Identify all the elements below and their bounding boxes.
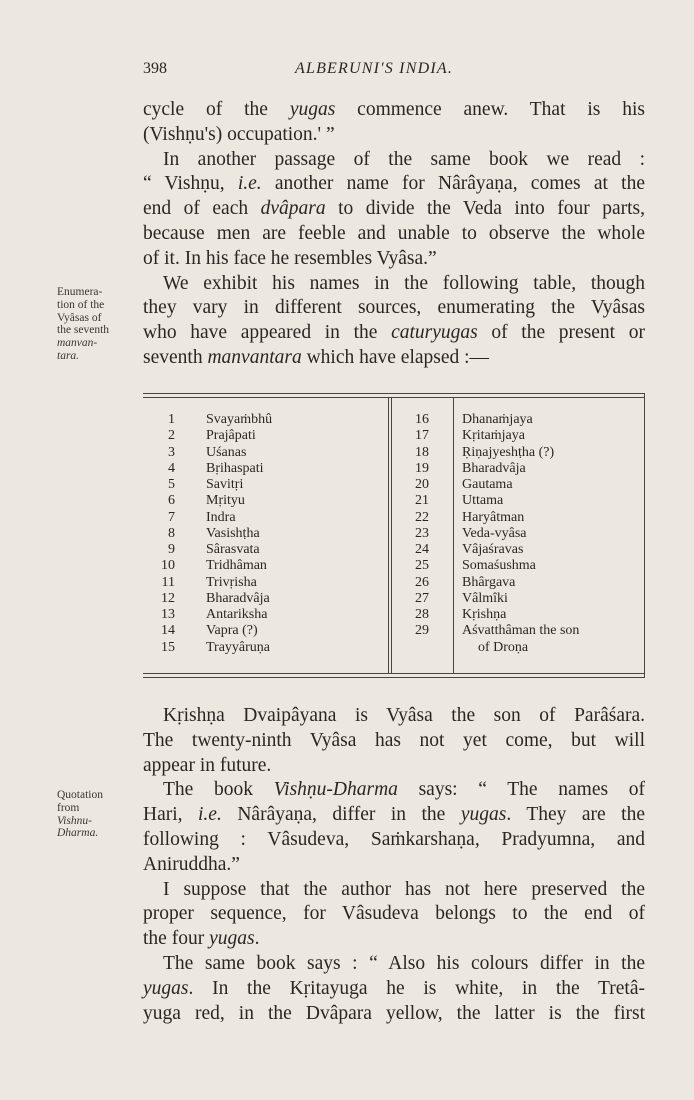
text-segment: seventh (143, 346, 208, 368)
table-name: Savitṛi (206, 477, 244, 492)
table-name: Uśanas (206, 444, 247, 460)
text-segment: . In the Kṛitayuga he is white, in the Tretâ- (188, 977, 645, 999)
text-segment: In another passage of the same book we read : (163, 148, 645, 170)
table-name: Somaśushma (462, 558, 536, 574)
italic-term: i.e. (237, 173, 262, 195)
table-number: 19 (415, 460, 429, 476)
text-line (143, 778, 645, 803)
italic-term: dvâpara (260, 198, 326, 220)
text-segment: another name for Nârâyaṇa, comes at the (261, 173, 645, 195)
text-line (143, 272, 645, 297)
text-line (143, 952, 645, 977)
margin-note-line: Vishnu- (57, 814, 92, 827)
table-name: of Droṇa (478, 639, 529, 655)
table-number: 3 (168, 444, 175, 460)
text-segment: Hari, (143, 804, 199, 826)
margin-note-line: Quotation (57, 789, 103, 801)
lower-text-block (143, 704, 645, 1026)
table-name: Sârasvata (206, 542, 260, 557)
table-number: 24 (415, 542, 429, 557)
table-name: Bharadvâja (462, 460, 526, 476)
table-number: 16 (415, 412, 429, 427)
margin-note-line: tion of the (57, 298, 105, 311)
margin-note-enumeration (57, 286, 135, 363)
text-line (143, 123, 645, 148)
table-name: Bhârgava (462, 574, 516, 590)
text-segment: Aniruddha.” (143, 853, 240, 875)
text-segment: The book (163, 779, 274, 801)
table-number: 7 (168, 509, 175, 525)
table-number: 15 (161, 639, 175, 655)
table-number: 6 (168, 493, 175, 509)
table-number: 14 (161, 623, 175, 639)
table-name: Haryâtman (462, 509, 525, 525)
table-number: 22 (415, 509, 429, 525)
table-number: 10 (161, 558, 175, 574)
table-number: 25 (415, 558, 429, 574)
text-segment: commence anew. That is his (335, 99, 645, 120)
table-name: Veda-vyâsa (462, 525, 527, 541)
table-name: Kṛitaṁjaya (462, 428, 525, 444)
table-top-rule (143, 393, 645, 394)
text-segment: Kṛishṇa Dvaipâyana is Vyâsa the son of Parâśara. (163, 705, 645, 726)
table-name: Mṛityu (206, 493, 245, 509)
text-line (143, 878, 645, 903)
text-segment: to divide the Veda into four parts, (325, 198, 645, 220)
table-name: Vapra (?) (206, 623, 258, 639)
margin-note-line: Dharma. (57, 827, 99, 840)
table-name: Bṛihaspati (206, 460, 264, 476)
table-number-rule-right (453, 397, 454, 673)
table-number: 27 (415, 590, 429, 606)
table-name: Uttama (462, 493, 504, 509)
table-top-rule-inner (143, 397, 645, 398)
table-name: Indra (206, 509, 236, 525)
text-segment: The twenty-ninth Vyâsa has not yet come, but will (143, 729, 645, 751)
table-number: 26 (415, 574, 429, 590)
text-segment: appear in future. (143, 754, 272, 776)
table-number: 11 (161, 574, 175, 590)
text-line (143, 902, 645, 927)
text-line (143, 321, 645, 346)
table-number: 29 (415, 623, 429, 639)
table-number: 23 (415, 525, 429, 541)
margin-note-line: the seventh (57, 324, 110, 337)
table-center-rule-a (388, 397, 389, 673)
text-segment: end of each (143, 198, 261, 220)
text-line (143, 927, 645, 952)
margin-note-line: from (57, 801, 80, 814)
table-center-rule-b (391, 397, 392, 673)
margin-note-quotation (57, 789, 135, 840)
margin-note-line: tara. (57, 349, 80, 362)
text-segment: “ Vishṇu, (143, 173, 238, 195)
table-name: Kṛishṇa (462, 607, 507, 622)
text-segment: who have appeared in the (143, 322, 392, 344)
italic-term: manvantara (207, 346, 302, 368)
table-number: 2 (168, 428, 175, 444)
text-line (143, 197, 645, 222)
text-segment: of the present or (477, 322, 646, 344)
running-title: ALBERUNI'S INDIA. (295, 60, 454, 77)
italic-term: i.e. (198, 804, 222, 826)
italic-term: yugas (143, 977, 189, 999)
text-line (143, 296, 645, 321)
text-line (143, 172, 645, 197)
text-segment: because men are feeble and unable to observe the whole (143, 222, 645, 244)
table-number: 13 (161, 607, 175, 622)
table-name: Aśvatthâman the son (462, 623, 580, 639)
table-number: 8 (168, 525, 175, 541)
text-segment: I suppose that the author has not here preserved the (163, 878, 645, 900)
text-segment: following : Vâsudeva, Saṁkarshaṇa, Pradyumna, and (143, 828, 645, 850)
text-segment: We exhibit his names in the following table, though (163, 272, 645, 294)
text-line (143, 803, 645, 828)
table-number: 28 (415, 607, 429, 622)
table-number: 12 (161, 590, 175, 606)
italic-term: Vishṇu-Dharma (273, 779, 398, 801)
text-segment: Nârâyaṇa, differ in the (221, 804, 461, 826)
text-line (143, 754, 645, 779)
table-name: Ṛiṇajyeshṭha (?) (462, 444, 555, 460)
table-name: Prajâpati (206, 428, 256, 444)
text-segment: which have elapsed :— (301, 346, 490, 368)
text-segment: the four (143, 928, 210, 950)
italic-term: caturyugas (391, 322, 478, 344)
table-name: Vasishṭha (206, 525, 260, 541)
table-bottom-rule (143, 673, 645, 674)
table-name: Trayyâruṇa (206, 639, 271, 655)
table-name: Tridhâman (206, 558, 267, 574)
table-name: Svayaṁbhû (206, 412, 273, 427)
table-name: Vâjaśravas (462, 542, 524, 557)
text-segment: . They are the (506, 804, 645, 826)
margin-note-line: Enumera- (57, 286, 103, 298)
italic-term: yugas (289, 99, 336, 120)
table-number: 20 (415, 477, 429, 492)
table-number: 5 (168, 477, 175, 492)
table-number: 21 (415, 493, 429, 509)
text-line (143, 853, 645, 878)
text-segment: cycle of the (143, 99, 290, 120)
vyasa-table (143, 393, 645, 680)
table-edge-rule (644, 393, 645, 678)
text-line (143, 222, 645, 247)
table-name: Bharadvâja (206, 590, 270, 606)
text-segment: of it. In his face he resembles Vyâsa.” (143, 247, 437, 269)
margin-note-line: manvan- (57, 337, 98, 350)
table-name: Vâlmîki (462, 590, 508, 606)
table-number: 17 (415, 428, 429, 444)
table-name: Gautama (462, 477, 513, 492)
text-segment: they vary in different sources, enumerating the Vyâsas (143, 297, 645, 319)
upper-text-block (143, 98, 645, 371)
table-name: Dhanaṁjaya (462, 412, 533, 427)
text-line (143, 1002, 645, 1027)
table-name: Trivṛisha (206, 574, 257, 590)
table-number: 18 (415, 444, 429, 460)
text-segment: proper sequence, for Vâsudeva belongs to the end of (143, 903, 645, 925)
margin-note-line: Vyâsas of (57, 311, 102, 324)
text-line (143, 704, 645, 729)
text-line (143, 828, 645, 853)
text-line (143, 98, 645, 123)
table-name: Antariksha (206, 607, 268, 622)
page-header (143, 60, 645, 86)
text-segment: yuga red, in the Dvâpara yellow, the latter is the first (143, 1002, 645, 1024)
table-number: 4 (168, 460, 175, 476)
text-segment: . (254, 928, 260, 950)
text-line (143, 977, 645, 1002)
page-number: 398 (143, 60, 167, 77)
table-number: 1 (168, 412, 175, 427)
italic-term: yugas (460, 804, 507, 826)
text-segment: (Vishṇu's) occupation.' ” (143, 123, 335, 145)
text-segment: The same book says : “ Also his colours differ in the (163, 952, 645, 974)
text-segment: says: “ The names of (397, 779, 645, 801)
text-line (143, 148, 645, 173)
text-line (143, 247, 645, 272)
text-line (143, 346, 645, 371)
text-line (143, 729, 645, 754)
italic-term: yugas (209, 928, 255, 950)
table-bottom-rule-outer (143, 677, 645, 678)
table-number: 9 (168, 542, 175, 557)
